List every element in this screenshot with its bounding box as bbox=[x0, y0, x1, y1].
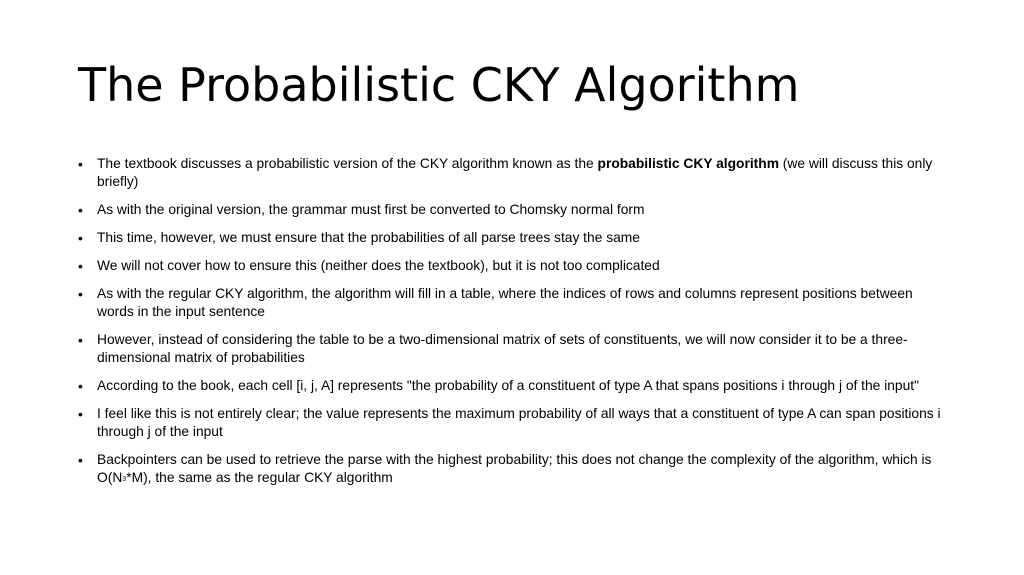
bullet-icon: • bbox=[78, 332, 83, 348]
bullet-text-bold: probabilistic CKY algorithm bbox=[597, 156, 779, 171]
bullet-icon: • bbox=[78, 156, 83, 172]
bullet-item bbox=[78, 451, 948, 487]
bullet-item bbox=[78, 377, 948, 395]
bullet-icon: • bbox=[78, 202, 83, 218]
bullet-text-after: (we will discuss this only briefly) bbox=[97, 156, 933, 189]
bullet-icon: • bbox=[78, 286, 83, 302]
bullet-text-before: The textbook discusses a probabilistic version of the CKY algorithm known as the bbox=[97, 156, 598, 171]
bullet-item bbox=[78, 155, 948, 191]
bullet-icon: • bbox=[78, 406, 83, 422]
bullet-text: This time, however, we must ensure that the probabilities of all parse trees stay the same bbox=[97, 230, 640, 245]
bullet-text-before: Backpointers can be used to retrieve the parse with the highest probability; this does not change the complexity of the algorithm, which is O(N bbox=[97, 452, 932, 485]
bullet-item bbox=[78, 285, 948, 321]
bullet-icon: • bbox=[78, 452, 83, 468]
bullet-icon: • bbox=[78, 230, 83, 246]
bullet-icon: • bbox=[78, 258, 83, 274]
bullet-item bbox=[78, 405, 948, 441]
bullet-text: As with the original version, the grammar must first be converted to Chomsky normal form bbox=[97, 202, 645, 217]
bullet-item bbox=[78, 331, 948, 367]
bullet-text: We will not cover how to ensure this (neither does the textbook), but it is not too complicated bbox=[97, 258, 660, 273]
bullet-item bbox=[78, 201, 948, 219]
bullet-text-after: *M), the same as the regular CKY algorithm bbox=[126, 470, 393, 485]
bullet-superscript: 3 bbox=[122, 476, 127, 483]
bullet-item bbox=[78, 229, 948, 247]
bullet-text: According to the book, each cell [i, j, A] represents "the probability of a constituent of type A that spans positions i through j of the input" bbox=[97, 378, 920, 393]
bullet-text: However, instead of considering the table to be a two-dimensional matrix of sets of constituents, we will now consider it to be a three-dimensional matrix of probabilities bbox=[97, 332, 908, 365]
bullet-text: I feel like this is not entirely clear; the value represents the maximum probability of all ways that a constituent of type A can span positions i through j of the input bbox=[97, 406, 941, 439]
slide-title: The Probabilistic CKY Algorithm bbox=[78, 58, 800, 112]
bullet-text: As with the regular CKY algorithm, the algorithm will fill in a table, where the indices of rows and columns represent positions between words in the input sentence bbox=[97, 286, 913, 319]
bullet-list bbox=[78, 155, 948, 497]
bullet-item bbox=[78, 257, 948, 275]
bullet-icon: • bbox=[78, 378, 83, 394]
